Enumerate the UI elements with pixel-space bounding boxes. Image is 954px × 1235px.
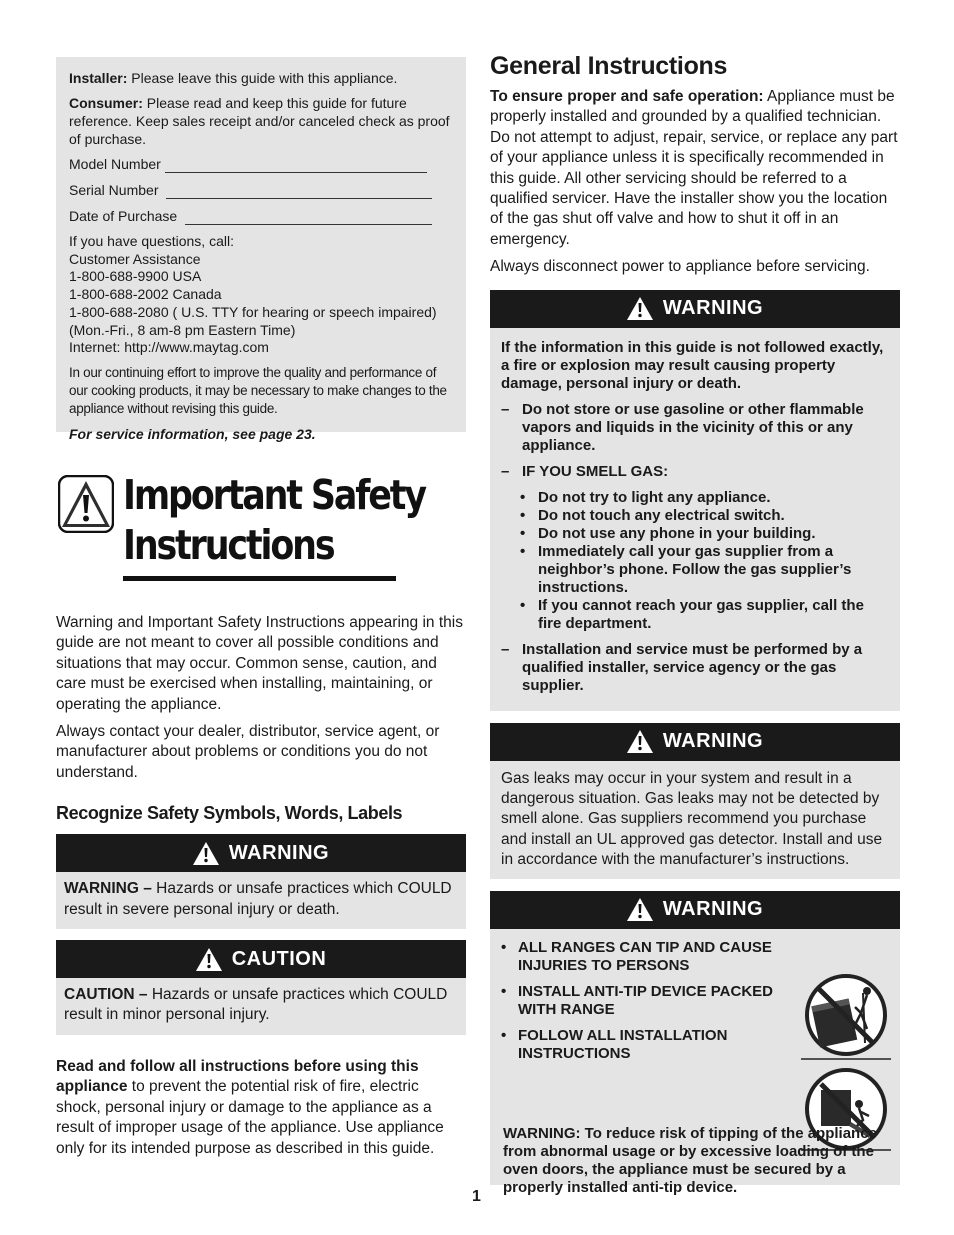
gas-warning-header: WARNING — [490, 290, 900, 328]
dash-item: – Installation and service must be performed by a qualified installer, service agency or the gas supplier. — [501, 640, 863, 694]
bullet-item: • Immediately call your gas supplier from a neighbor’s phone. Follow the gas supplier’s instructions. — [520, 542, 852, 596]
anti-tip-warning-box — [490, 891, 900, 1196]
bullet-item: • Do not use any phone in your building. — [520, 524, 816, 542]
gas-warning-box — [490, 290, 900, 711]
page-number: 1 — [472, 1188, 481, 1205]
list-item: • FOLLOW ALL INSTALLATION INSTRUCTIONS — [501, 1026, 728, 1062]
warning-symbol-box — [56, 834, 466, 929]
anti-tip-list — [501, 939, 786, 1063]
date-of-purchase-blank[interactable] — [185, 210, 432, 225]
warning-triangle-icon — [58, 475, 114, 533]
improvement-note: In our continuing effort to improve the quality and performance of our cooking products, it may be necessary to make changes to the appliance without revising this guide. — [69, 364, 447, 416]
safety-title-block — [56, 470, 466, 620]
consumer-note: Consumer: Please read and keep this guide for future reference. Keep sales receipt and/or canceled check as proof of purchase. — [69, 95, 450, 147]
gas-leak-warning-box — [490, 723, 900, 879]
list-item: • INSTALL ANTI-TIP DEVICE PACKED WITH RANGE — [501, 982, 774, 1018]
internet-link[interactable]: Internet: http://www.maytag.com — [69, 339, 269, 356]
caution-symbol-header: CAUTION — [56, 940, 466, 978]
bullet-item: • If you cannot reach your gas supplier, call the fire department. — [520, 596, 864, 632]
caution-symbol-box — [56, 940, 466, 1035]
installer-info-box — [56, 57, 466, 442]
warning-triangle-icon — [196, 948, 222, 971]
right-column — [490, 52, 900, 1196]
anti-tip-warning-statement: WARNING: To reduce risk of tipping of the appliance from abnormal usage or by excessive loading of the oven doors, the appliance must be secured by a properly installed anti-tip device. — [503, 1124, 877, 1196]
warning-triangle-icon — [193, 842, 219, 865]
warning-triangle-icon — [627, 898, 653, 921]
contact-info: If you have questions, call: Customer Assistance 1-800-688-9900 USA 1-800-688-2002 Canada 1-800-688-2080 ( U.S. TTY for hearing or speech impaired) (Mon.-Fri., 8 am-8 pm Eastern Time) Internet: http://www.maytag.com — [69, 233, 454, 357]
dash-item: – Do not store or use gasoline or other flammable vapors and liquids in the vicinity of this or any appliance. — [501, 400, 864, 454]
gas-warning-body — [490, 328, 900, 711]
anti-tip-warning-body — [490, 929, 900, 1196]
left-column — [56, 57, 466, 1166]
installer-note: Installer: Please leave this guide with this appliance. — [69, 70, 398, 86]
intro-paragraph: Always contact your dealer, distributor, service agent, or manufacturer about problems or conditions you do not understand. — [56, 723, 440, 781]
gas-leak-warning-header: WARNING — [490, 723, 900, 761]
general-instructions-text: To ensure proper and safe operation: Appliance must be properly installed and grounded by a qualified technician. Do not attempt to adjust, repair, service, or replace any part of your appliance unless it is specifically recommended in this guide. All other servicing should be referred to a qualified servicer. Have the installer show you the location of the gas shut off valve and how to shut it off in an emergency. — [490, 88, 898, 248]
range-tipping-prohibited-icon — [801, 973, 891, 1063]
dash-item: – IF YOU SMELL GAS: — [501, 462, 669, 480]
bullet-item: • Do not touch any electrical switch. — [520, 506, 785, 524]
gas-warning-intro: If the information in this guide is not followed exactly, a fire or explosion may result causing property damage, personal injury or death. — [501, 338, 884, 392]
disconnect-note: Always disconnect power to appliance before servicing. — [490, 258, 870, 276]
model-number-field[interactable]: Model Number — [69, 155, 454, 173]
symbols-heading: Recognize Safety Symbols, Words, Labels — [56, 803, 403, 824]
general-instructions-title: General Instructions — [490, 52, 728, 80]
warning-symbol-text: WARNING – Hazards or unsafe practices which COULD result in severe personal injury or death. — [64, 880, 452, 918]
bullet-item: • Do not try to light any appliance. — [520, 488, 771, 506]
page-title: Important Safety Instructions — [123, 471, 425, 569]
gas-leak-warning-text: Gas leaks may occur in your system and result in a dangerous situation. Gas leaks may not be detected by smell alone. Gas suppliers recommend you purchase and install an UL approved gas detector. Install and use in accordance with the manufacturer’s instructions. — [501, 769, 883, 869]
list-item: • ALL RANGES CAN TIP AND CAUSE INJURIES TO PERSONS — [501, 938, 772, 974]
caution-symbol-text: CAUTION – Hazards or unsafe practices which COULD result in minor personal injury. — [64, 986, 448, 1024]
warning-symbol-header: WARNING — [56, 834, 466, 872]
serial-number-field[interactable]: Serial Number — [69, 181, 454, 199]
date-of-purchase-field[interactable]: Date of Purchase — [69, 207, 454, 225]
read-follow-paragraph: Read and follow all instructions before using this appliance to prevent the potential risk of fire, electric shock, personal injury or damage to the appliance as a result of improper usage of the appliance. Use appliance only for its intended purpose as described in this guide. — [56, 1057, 444, 1157]
anti-tip-warning-header: WARNING — [490, 891, 900, 929]
model-number-blank[interactable] — [165, 158, 427, 173]
serial-number-blank[interactable] — [166, 184, 432, 199]
warning-triangle-icon — [627, 730, 653, 753]
warning-triangle-icon — [627, 297, 653, 320]
service-note: For service information, see page 23. — [69, 425, 316, 442]
intro-paragraph: Warning and Important Safety Instructions appearing in this guide are not meant to cover all possible conditions and situations that may occur. Common sense, caution, and care must be exercised when installing, maintaining, or operating the appliance. — [56, 614, 463, 713]
title-underline — [123, 576, 396, 581]
